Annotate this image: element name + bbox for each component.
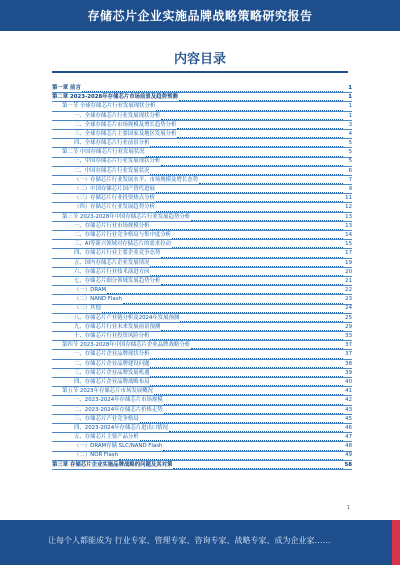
toc-entry-text: （三）其他 bbox=[74, 305, 101, 312]
toc-leader-dots bbox=[164, 408, 343, 414]
toc-entry-page: 1 bbox=[348, 112, 352, 119]
toc-entry[interactable] bbox=[52, 433, 352, 442]
toc-entry-text: 一、全球存储芯片行业发展现状分析 bbox=[74, 112, 161, 119]
toc-entry-text: 四、存储芯片企业品牌战略布局 bbox=[74, 378, 150, 385]
toc-entry[interactable] bbox=[52, 323, 352, 332]
toc-entry-page: 19 bbox=[345, 259, 352, 266]
toc-entry[interactable] bbox=[52, 452, 352, 461]
toc-entry-text: 九、存储芯片行业未来发展前景预测 bbox=[74, 323, 161, 330]
footer-slogan: 让每个人都能成为 行业专家、管理专家、咨询专家、战略专家、成为企业家…… bbox=[48, 536, 331, 545]
toc-entry-text: 三、存储芯片企业品牌发展机遇 bbox=[74, 369, 150, 376]
toc-leader-dots bbox=[173, 463, 343, 469]
toc-leader-dots bbox=[150, 353, 343, 359]
footer-accent-stripe bbox=[392, 520, 400, 565]
toc-entry-page: 48 bbox=[345, 443, 352, 450]
toc-leader-dots bbox=[123, 298, 343, 304]
toc-entry[interactable] bbox=[52, 213, 352, 222]
toc-entry[interactable] bbox=[52, 185, 352, 194]
toc-leader-dots bbox=[172, 242, 343, 248]
toc-entry[interactable] bbox=[52, 158, 352, 167]
toc-leader-dots bbox=[146, 151, 343, 157]
toc-entry-text: （二）NOR Flash bbox=[74, 452, 119, 459]
toc-entry[interactable] bbox=[52, 415, 352, 424]
toc-leader-dots bbox=[150, 141, 343, 147]
toc-entry-text: 五、存储芯片主要产品分析 bbox=[74, 434, 139, 441]
toc-leader-dots bbox=[150, 169, 343, 175]
toc-entry-page: 39 bbox=[345, 369, 352, 376]
toc-entry-text: 四、存储芯片行业主要企业竞争态势 bbox=[74, 250, 161, 257]
toc-entry-page: 5 bbox=[348, 140, 352, 147]
toc-entry-text: （二）中国存储芯片国产替代进展 bbox=[74, 186, 155, 193]
toc-entry-page: 13 bbox=[345, 222, 352, 229]
toc-leader-dots bbox=[150, 270, 343, 276]
toc-leader-dots bbox=[164, 399, 343, 405]
toc-entry-text: 二、全球存储芯片市场规模及增长趋势分析 bbox=[74, 121, 177, 128]
toc-leader-dots bbox=[154, 389, 343, 395]
toc-leader-dots bbox=[140, 435, 343, 441]
toc-entry-text: 第二节 中国存储芯片行业发展状况 bbox=[62, 149, 145, 156]
toc-entry[interactable] bbox=[52, 249, 352, 258]
toc-leader-dots bbox=[161, 114, 343, 120]
toc-entry-page: 22 bbox=[345, 287, 352, 294]
toc-entry-page: 1 bbox=[348, 84, 352, 91]
toc-entry-text: 第二章 2023-2028年存储芯片市场前景及趋势预测 bbox=[52, 94, 178, 101]
toc-entry-text: （一）DRAM存储 SLC/NAND Flash bbox=[74, 443, 163, 450]
toc-leader-dots bbox=[161, 160, 343, 166]
toc-entry-text: 二、2023-2024年存储芯片价格走势 bbox=[74, 406, 163, 413]
toc-entry-page: 40 bbox=[345, 378, 352, 385]
toc-entry-text: 四、2023-2024年存储芯片进出口情况 bbox=[74, 424, 169, 431]
toc-entry-text: 第三节 2023-2028年中国存储芯片行业发展趋势分析 bbox=[62, 213, 191, 220]
toc-entry-page: 21 bbox=[345, 277, 352, 284]
toc-entry-text: （一）存储芯片行业发展水平、市场规模及增长态势 bbox=[74, 176, 198, 183]
toc-entry-page: 17 bbox=[345, 250, 352, 257]
toc-title: 内容目录 bbox=[173, 52, 226, 67]
toc-entry[interactable] bbox=[52, 167, 352, 176]
toc-leader-dots bbox=[191, 215, 343, 221]
toc-leader-dots bbox=[82, 86, 343, 92]
toc-entry-page: 42 bbox=[345, 397, 352, 404]
toc-leader-dots bbox=[150, 371, 343, 377]
toc-leader-dots bbox=[172, 233, 343, 239]
toc-entry-text: 七、存储芯片细分领域发展趋势分析 bbox=[74, 277, 161, 284]
toc-entry[interactable] bbox=[52, 314, 352, 323]
toc-entry-page: 1 bbox=[348, 103, 352, 110]
toc-entry-page: 49 bbox=[345, 452, 352, 459]
toc-entry-page: 38 bbox=[345, 360, 352, 367]
page-number: 1 bbox=[346, 505, 350, 511]
toc-entry-text: （一）DRAM bbox=[74, 287, 107, 294]
toc-entry[interactable] bbox=[52, 332, 352, 341]
toc-entry[interactable] bbox=[52, 424, 352, 433]
toc-entry-page: 43 bbox=[345, 406, 352, 413]
toc-leader-dots bbox=[102, 307, 343, 313]
toc-entry-text: 一、中国存储芯片行业发展现状分析 bbox=[74, 158, 161, 165]
toc-entry[interactable] bbox=[52, 360, 352, 369]
toc-entry-text: 三、存储芯片产业竞争格局 bbox=[74, 415, 139, 422]
toc-entry[interactable] bbox=[52, 139, 352, 148]
toc-leader-dots bbox=[156, 187, 343, 193]
toc-entry-text: 四、全球存储芯片行业前景分析 bbox=[74, 140, 150, 147]
toc-entry[interactable] bbox=[52, 176, 352, 185]
toc-entry-page: 47 bbox=[345, 434, 352, 441]
toc-leader-dots bbox=[156, 105, 343, 111]
toc-entry-page: 25 bbox=[345, 314, 352, 321]
toc-leader-dots bbox=[177, 132, 343, 138]
toc-entry-text: 六、存储芯片行业技术演进方向 bbox=[74, 268, 150, 275]
toc-entry-text: 八、存储芯片产业链分析及2024年发展预测 bbox=[74, 314, 180, 321]
toc-leader-dots bbox=[107, 288, 343, 294]
toc-entry-text: 一、2023-2024年存储芯片市场规模 bbox=[74, 397, 163, 404]
toc-entry-text: 三、全球存储芯片主要国家及地区发展分析 bbox=[74, 130, 177, 137]
toc-entry-page: 12 bbox=[345, 204, 352, 211]
toc-leader-dots bbox=[119, 454, 343, 460]
toc-leader-dots bbox=[150, 261, 343, 267]
toc-entry[interactable] bbox=[52, 277, 352, 286]
toc-entry[interactable] bbox=[52, 461, 352, 470]
toc-entry[interactable] bbox=[52, 121, 352, 130]
toc-entry[interactable] bbox=[52, 203, 352, 212]
toc-leader-dots bbox=[156, 206, 343, 212]
toc-leader-dots bbox=[169, 426, 343, 432]
toc-entry[interactable] bbox=[52, 442, 352, 451]
toc-entry[interactable] bbox=[52, 396, 352, 405]
toc-entry-page: 24 bbox=[345, 305, 352, 312]
toc-leader-dots bbox=[180, 316, 343, 322]
toc-entry[interactable] bbox=[52, 130, 352, 139]
footer-banner bbox=[0, 520, 400, 565]
toc-entry[interactable] bbox=[52, 286, 352, 295]
toc-entry[interactable] bbox=[52, 231, 352, 240]
toc-entry[interactable] bbox=[52, 194, 352, 203]
toc-entry[interactable] bbox=[52, 240, 352, 249]
toc-entry-text: （二）NAND Flash bbox=[74, 296, 122, 303]
toc-entry-page: 33 bbox=[345, 333, 352, 340]
toc-entry[interactable] bbox=[52, 378, 352, 387]
toc-entry-text: 一、存储芯片行业市场规模分析 bbox=[74, 222, 150, 229]
toc-entry-page: 58 bbox=[344, 461, 352, 468]
toc-title-rule bbox=[52, 71, 348, 73]
toc-entry-text: 第一节 全球存储芯片行业发展现状分析 bbox=[62, 103, 156, 110]
toc-entry[interactable] bbox=[52, 387, 352, 396]
toc-leader-dots bbox=[150, 334, 343, 340]
toc-entry[interactable] bbox=[52, 102, 352, 111]
toc-entry[interactable] bbox=[52, 259, 352, 268]
report-title: 存储芯片企业实施品牌战略策略研究报告 bbox=[87, 9, 313, 23]
toc-entry-text: 二、存储芯片行业竞争格局与集中度分析 bbox=[74, 231, 172, 238]
toc-entry-page: 37 bbox=[345, 342, 352, 349]
toc-leader-dots bbox=[199, 178, 343, 184]
toc-entry[interactable] bbox=[52, 268, 352, 277]
toc-leader-dots bbox=[150, 224, 343, 230]
table-of-contents bbox=[52, 84, 352, 470]
toc-entry-page: 29 bbox=[345, 323, 352, 330]
toc-entry-text: 一、存储芯片企业品牌现状分析 bbox=[74, 351, 150, 358]
toc-entry-page: 13 bbox=[345, 213, 352, 220]
toc-leader-dots bbox=[161, 325, 343, 331]
toc-entry[interactable] bbox=[52, 305, 352, 314]
toc-entry-text: 第一章 前言 bbox=[52, 84, 81, 91]
toc-entry-text: 二、存储芯片企业品牌建设问题 bbox=[74, 360, 150, 367]
toc-entry-page: 5 bbox=[348, 149, 352, 156]
toc-entry[interactable] bbox=[52, 406, 352, 415]
toc-leader-dots bbox=[150, 362, 343, 368]
toc-entry-page: 9 bbox=[348, 186, 352, 193]
toc-leader-dots bbox=[177, 123, 343, 129]
toc-entry-page: 20 bbox=[345, 268, 352, 275]
toc-entry[interactable] bbox=[52, 369, 352, 378]
toc-entry-page: 6 bbox=[348, 167, 352, 174]
toc-entry-text: 第五节 2023年存储芯片市场发展概况 bbox=[62, 388, 153, 395]
toc-entry[interactable] bbox=[52, 112, 352, 121]
toc-entry-page: 46 bbox=[345, 424, 352, 431]
toc-entry[interactable] bbox=[52, 93, 352, 102]
toc-entry-page: 7 bbox=[348, 176, 352, 183]
toc-entry-page: 15 bbox=[345, 241, 352, 248]
toc-entry[interactable] bbox=[52, 84, 352, 93]
toc-entry-page: 3 bbox=[348, 121, 352, 128]
toc-leader-dots bbox=[150, 380, 343, 386]
toc-entry-text: 三、AI等新兴领域对存储芯片的需求拉动 bbox=[74, 241, 171, 248]
toc-entry-page: 23 bbox=[345, 296, 352, 303]
toc-entry[interactable] bbox=[52, 222, 352, 231]
toc-leader-dots bbox=[156, 196, 343, 202]
toc-leader-dots bbox=[161, 279, 343, 285]
toc-entry-page: 41 bbox=[345, 388, 352, 395]
toc-entry-page: 4 bbox=[348, 130, 352, 137]
toc-entry-text: 第四节 2023-2028年中国存储芯片企业品牌战略分析 bbox=[62, 342, 191, 349]
toc-entry-text: （三）存储芯片行业投资热点分析 bbox=[74, 195, 155, 202]
toc-entry-page: 5 bbox=[348, 158, 352, 165]
toc-entry-text: 第三章 存储芯片企业实施品牌战略的问题及其对策 bbox=[52, 461, 173, 468]
toc-leader-dots bbox=[191, 343, 343, 349]
toc-entry[interactable] bbox=[52, 295, 352, 304]
toc-entry[interactable] bbox=[52, 148, 352, 157]
toc-entry-text: 五、国内存储芯片企业发展情况 bbox=[74, 259, 150, 266]
toc-leader-dots bbox=[140, 417, 343, 423]
toc-entry-text: （四）存储芯片行业发展趋势分析 bbox=[74, 204, 155, 211]
toc-entry-text: 二、中国存储芯片行业发展状况 bbox=[74, 167, 150, 174]
toc-leader-dots bbox=[163, 445, 343, 451]
report-header bbox=[0, 0, 400, 31]
toc-entry-page: 37 bbox=[345, 351, 352, 358]
toc-entry-page: 1 bbox=[348, 94, 352, 101]
toc-entry-page: 11 bbox=[345, 195, 352, 202]
toc-entry-page: 45 bbox=[345, 415, 352, 422]
toc-entry-page: 14 bbox=[345, 231, 352, 238]
toc-leader-dots bbox=[161, 252, 343, 258]
toc-entry[interactable] bbox=[52, 350, 352, 359]
toc-entry[interactable] bbox=[52, 341, 352, 350]
toc-entry-text: 十、存储芯片行业投资风险分析 bbox=[74, 333, 150, 340]
toc-leader-dots bbox=[179, 95, 343, 101]
